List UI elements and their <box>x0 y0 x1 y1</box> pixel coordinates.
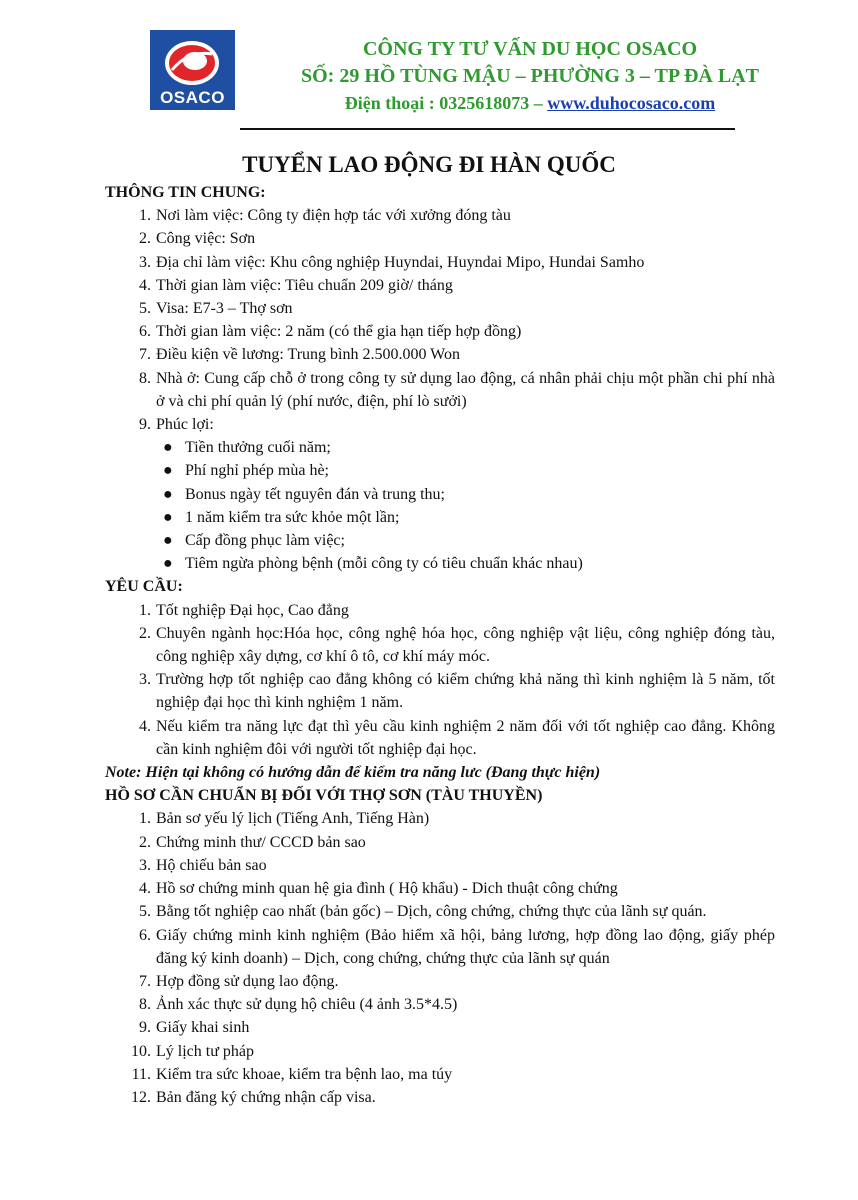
item-text: Tốt nghiệp Đại học, Cao đẳng <box>156 601 349 619</box>
bullet-icon: ● <box>163 508 173 526</box>
item-number: 9. <box>139 416 151 434</box>
list-item <box>105 251 775 274</box>
bullet-icon: ● <box>163 439 173 457</box>
list-item <box>105 204 775 227</box>
item-text: Visa: E7-3 – Thợ sơn <box>156 300 293 318</box>
benefit-text: Cấp đồng phục làm việc; <box>185 532 345 550</box>
document-title: TUYỂN LAO ĐỘNG ĐI HÀN QUỐC <box>242 152 616 177</box>
item-text: Bằng tốt nghiệp cao nhất (bản gốc) – Dịch, công chứng, chứng thực của lãnh sự quán. <box>156 903 707 921</box>
list-item <box>105 993 775 1016</box>
item-text: Lý lịch tư pháp <box>156 1042 254 1060</box>
item-number: 3. <box>139 253 151 271</box>
item-text: Nơi làm việc: Công ty điện hợp tác với xưởng đóng tàu <box>156 207 511 225</box>
list-item <box>105 413 775 436</box>
list-item <box>105 924 775 970</box>
item-number: 2. <box>139 230 151 248</box>
list-item <box>105 1016 775 1039</box>
section-heading-requirements: YÊU CẦU: <box>105 578 183 596</box>
benefits-list <box>105 436 775 575</box>
item-number: 2. <box>139 833 151 851</box>
logo-text: OSACO <box>160 88 225 107</box>
bullet-icon: ● <box>163 532 173 550</box>
item-number: 11. <box>131 1065 151 1083</box>
list-item <box>105 297 775 320</box>
benefit-text: Tiền thưởng cuối năm; <box>185 439 331 457</box>
document-body <box>105 181 775 1109</box>
list-item <box>105 227 775 250</box>
documents-list <box>105 807 775 1109</box>
benefit-item <box>105 459 775 482</box>
item-text: Giấy chứng minh kinh nghiệm (Bảo hiểm xã hội, bảng lương, hợp đồng lao động, giấy phép đăng ký kinh doanh) – Dịch, cong chứng, chứng thực của lãnh sự quán <box>156 926 775 967</box>
benefit-item <box>105 483 775 506</box>
benefit-item <box>105 436 775 459</box>
benefit-item <box>105 529 775 552</box>
requirements-note: Note: Hiện tại không có hướng dẫn để kiểm tra năng lưc (Đang thực hiện) <box>105 764 601 782</box>
item-text: Bản sơ yếu lý lịch (Tiếng Anh, Tiếng Hàn) <box>156 810 430 828</box>
company-phone: Điện thoại : 0325618073 – <box>344 93 543 113</box>
item-number: 1. <box>139 810 151 828</box>
item-text: Địa chỉ làm việc: Khu công nghiệp Huyndai, Huyndai Mipo, Hundai Samho <box>156 253 645 271</box>
logo-emblem-icon <box>150 30 235 90</box>
item-number: 6. <box>139 323 151 341</box>
list-item <box>105 1040 775 1063</box>
item-number: 8. <box>139 369 151 387</box>
item-text: Hồ sơ chứng minh quan hệ gia đình ( Hộ khẩu) - Dich thuật công chứng <box>156 880 618 898</box>
header-divider <box>240 128 735 130</box>
item-text: Hộ chiếu bản sao <box>156 856 267 874</box>
company-logo <box>150 30 235 110</box>
item-text: Ảnh xác thực sử dụng hộ chiêu (4 ảnh 3.5*4.5) <box>156 996 458 1014</box>
item-number: 12. <box>131 1088 151 1106</box>
item-text: Chứng minh thư/ CCCD bản sao <box>156 833 366 851</box>
item-text: Giấy khai sinh <box>156 1019 250 1037</box>
list-item <box>105 807 775 830</box>
item-number: 2. <box>139 624 151 642</box>
item-number: 5. <box>139 903 151 921</box>
list-item <box>105 622 775 668</box>
item-number: 7. <box>139 346 151 364</box>
bullet-icon: ● <box>163 485 173 503</box>
item-text: Phúc lợi: <box>156 416 214 434</box>
bullet-icon: ● <box>163 555 173 573</box>
list-item <box>105 1086 775 1109</box>
company-info <box>250 36 810 117</box>
benefit-item <box>105 506 775 529</box>
list-item <box>105 900 775 923</box>
list-item <box>105 274 775 297</box>
item-number: 3. <box>139 856 151 874</box>
item-text: Công việc: Sơn <box>156 230 256 248</box>
company-contact <box>250 90 810 117</box>
list-item <box>105 970 775 993</box>
item-text: Trường hợp tốt nghiệp cao đẳng không có kiểm chứng khả năng thì kinh nghiệm là 5 năm, tốt nghiệp đại học thì kinh nghiệm 1 năm. <box>156 671 775 712</box>
requirements-list <box>105 599 775 761</box>
item-text: Nhà ở: Cung cấp chỗ ở trong công ty sử dụng lao động, cá nhân phải chịu một phần chi phí nhà ở và chi phí quản lý (phí nước, điện, phí lò sưởi) <box>156 369 775 410</box>
item-text: Bản đăng ký chứng nhận cấp visa. <box>156 1088 376 1106</box>
item-text: Điều kiện về lương: Trung bình 2.500.000 Won <box>156 346 460 364</box>
company-name: CÔNG TY TƯ VẤN DU HỌC OSACO <box>362 38 698 60</box>
list-item <box>105 367 775 413</box>
item-text: Thời gian làm việc: Tiêu chuẩn 209 giờ/ tháng <box>156 276 453 294</box>
list-item <box>105 877 775 900</box>
list-item <box>105 668 775 714</box>
benefit-text: Phí nghỉ phép mùa hè; <box>185 462 329 480</box>
benefit-text: 1 năm kiểm tra sức khỏe một lần; <box>185 508 400 526</box>
item-text: Hợp đồng sử dụng lao động. <box>156 972 339 990</box>
benefit-item <box>105 552 775 575</box>
website-link[interactable]: www.duhocosaco.com <box>547 93 716 113</box>
item-number: 6. <box>139 926 151 944</box>
item-number: 1. <box>139 601 151 619</box>
section-heading-general: THÔNG TIN CHUNG: <box>105 184 266 201</box>
list-item <box>105 854 775 877</box>
benefit-text: Bonus ngày tết nguyên đán và trung thu; <box>185 485 445 503</box>
item-number: 3. <box>139 671 151 689</box>
item-number: 10. <box>131 1042 151 1060</box>
list-item <box>105 599 775 622</box>
item-number: 8. <box>139 996 151 1014</box>
item-number: 4. <box>139 880 151 898</box>
item-text: Nếu kiểm tra năng lực đạt thì yêu cầu kinh nghiệm 2 năm đối với tốt nghiệp cao đẳng. Không cần kinh nghiệm đôi với người tốt nghiệp đại học. <box>156 717 775 758</box>
item-number: 1. <box>139 207 151 225</box>
item-number: 4. <box>139 717 151 735</box>
item-number: 7. <box>139 972 151 990</box>
list-item <box>105 715 775 761</box>
section-heading-documents: HỒ SƠ CẦN CHUẨN BỊ ĐỐI VỚI THỢ SƠN (TÀU THUYỀN) <box>105 787 543 805</box>
general-info-list <box>105 204 775 436</box>
list-item <box>105 1063 775 1086</box>
item-number: 5. <box>139 300 151 318</box>
item-text: Kiểm tra sức khoae, kiểm tra bệnh lao, ma túy <box>156 1065 453 1083</box>
benefit-text: Tiêm ngừa phòng bệnh (mỗi công ty có tiêu chuẩn khác nhau) <box>185 555 583 573</box>
list-item <box>105 320 775 343</box>
bullet-icon: ● <box>163 462 173 480</box>
item-number: 4. <box>139 276 151 294</box>
list-item <box>105 343 775 366</box>
list-item <box>105 831 775 854</box>
item-text: Chuyên ngành học:Hóa học, công nghệ hóa học, công nghiệp vật liệu, công nghiệp đóng tàu, công nghiệp xây dựng, cơ khí ô tô, cơ khí máy móc. <box>156 624 775 666</box>
item-text: Thời gian làm việc: 2 năm (có thể gia hạn tiếp hợp đồng) <box>156 323 522 341</box>
company-address: SỐ: 29 HỒ TÙNG MẬU – PHƯỜNG 3 – TP ĐÀ LẠT <box>301 65 759 87</box>
item-number: 9. <box>139 1019 151 1037</box>
